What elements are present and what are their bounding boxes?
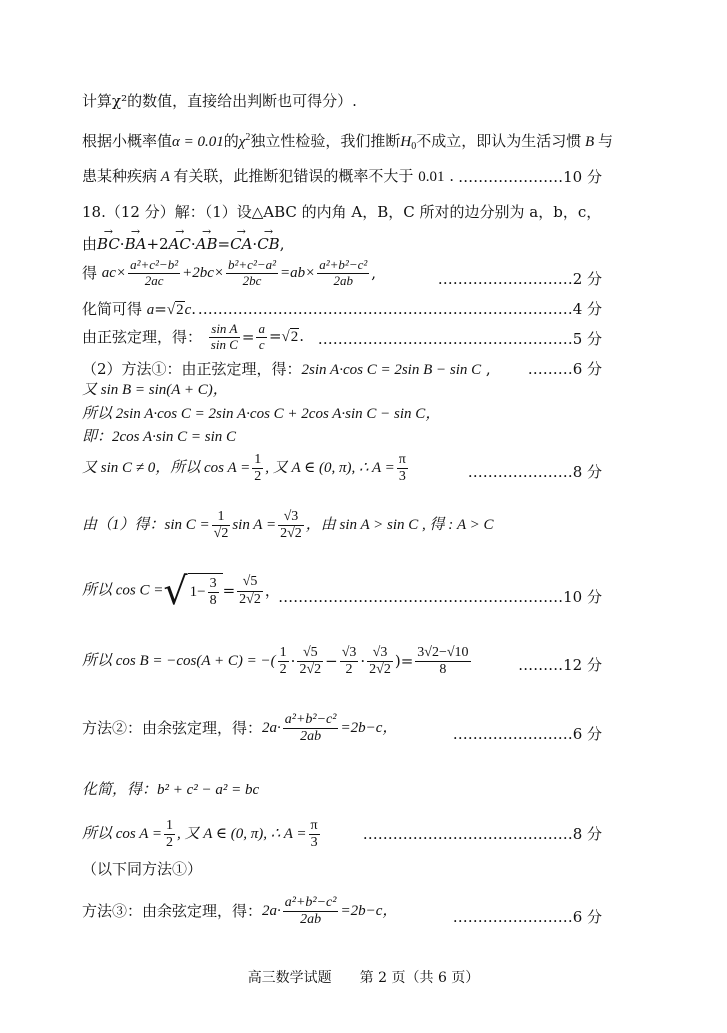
text-seg: 方法③：由余弦定理，得：: [82, 902, 263, 921]
text-seg: 的: [223, 132, 239, 150]
text-seg: sin A =: [232, 517, 277, 534]
text-seg: 不成立，即认为生活习惯: [416, 132, 582, 150]
text-seg: （2）方法①：由正弦定理，得：: [82, 360, 302, 378]
score-8b: ……………………………………8 分: [362, 825, 602, 843]
score-6a: ………6 分: [527, 360, 602, 378]
text-line-10: 又 sin B = sin(A + C)，: [82, 382, 228, 398]
page-footer: 高三数学试题 第 2 页（共 6 页）: [247, 970, 480, 986]
score-8a: …………………8 分: [467, 463, 602, 481]
text-seg: 由正弦定理，得：: [82, 327, 203, 346]
text-line-7: 化简可得 a=√2c.: [82, 300, 197, 318]
text-line-1: 计算χ²的数值，直接给出判断也可得分）.: [82, 92, 357, 110]
text-seg: 与: [597, 132, 613, 150]
text-line-15: 所以 cos C =√ 1− $\frac{3}{8}$ = $\frac{√5}{2√2}$ ，: [82, 569, 280, 613]
text-seg: 所以 cos C =: [82, 582, 164, 599]
text-line-17: 方法②：由余弦定理，得：2a· $\frac{\text{a²+b²−c²}}{2ab}$ =2b−c，: [82, 712, 398, 745]
text-line-18: 化简，得：b² + c² − a² = bc: [82, 782, 260, 798]
text-line-8: 由正弦定理，得： $\frac{\text{sin A}}{\text{sin C}}$ = $\frac{a}{c}$ =√2.: [82, 321, 305, 352]
text-seg: , 又 A ∈ (0, π), ∴ A =: [265, 460, 395, 477]
score-10b: …………………………………………………10 分: [278, 588, 602, 606]
text-line-3: 患某种疾病 A 有关联，此推断犯错误的概率不大于 0.01 .: [82, 167, 455, 185]
text-seg: 患某种疾病: [82, 167, 158, 185]
text-seg: 所以 cos A =: [82, 826, 162, 843]
text-line-6: 得 ac× $\frac{\text{a²+c²−b²}}{2ac}$ +2bc× $\frac{\text{b²+c²−a²}}{2bc}$ =ab× $\frac{\text{a²+b²−c²}}{2ab}$ ,: [82, 257, 377, 288]
text-line-4: 18.（12 分）解：（1）设△ABC 的内角 A，B，C 所对的边分别为 a，b，c，: [82, 203, 602, 221]
text-line-5: 由→ BC·→ BA+2→ AC·→ AB=→ CA·→ CB,: [82, 237, 284, 252]
text-seg: 由（1）得：sin C =: [82, 517, 210, 534]
text-line-21: 方法③：由余弦定理，得：2a· $\frac{\text{a²+b²−c²}}{2ab}$ =2b−c，: [82, 895, 398, 928]
score-10a: …………………10 分: [458, 168, 602, 186]
text-seg: 化简可得: [82, 300, 143, 318]
text-line-16: 所以 cos B = −cos(A + C) = −( $\frac{1}{2}$ · $\frac{√5}{2√2}$ − $\frac{√3}{2}$ · $\frac{√3}{2√2}$ )= $\frac{3√2-√10}{8}$: [82, 645, 469, 678]
score-2: ………………………2 分: [437, 270, 602, 288]
text-seg: 有关联，此推断犯错误的概率不大于: [173, 167, 414, 185]
text-line-20: （以下同方法①）: [82, 860, 203, 878]
text-seg: ，由 sin A > sin C , 得 : A > C: [305, 517, 494, 534]
text-seg: 由: [82, 235, 98, 253]
text-seg: 根据小概率值: [82, 132, 173, 150]
text-line-13: 又 sin C ≠ 0，所以 cos A = $\frac{1}{2}$ , 又 A ∈ (0, π), ∴ A = $\frac{\pi}{3}$: [82, 452, 406, 485]
text-seg: 又 sin C ≠ 0，所以 cos A =: [82, 460, 251, 477]
text-seg: 独立性检验，我们推断: [250, 132, 401, 150]
score-6c: ……………………6 分: [452, 908, 602, 926]
formula: 2sin A·cos C = 2sin B − sin C: [301, 362, 482, 378]
text-line-19: 所以 cos A = $\frac{1}{2}$ , 又 A ∈ (0, π), ∴ A = $\frac{\pi}{3}$: [82, 818, 318, 851]
text-line-9: （2）方法①：由正弦定理，得：2sin A·cos C = 2sin B − sin C ,: [82, 360, 491, 378]
prob-value: 0.01: [418, 169, 445, 185]
score-6b: ……………………6 分: [452, 725, 602, 743]
text-line-11: 所以 2sin A·cos C = 2sin A·cos C + 2cos A·sin C − sin C，: [82, 406, 441, 422]
text-seg: , 又 A ∈ (0, π), ∴ A =: [177, 826, 307, 843]
score-4: …………………………………………………………………4 分: [197, 300, 602, 318]
alpha-value: α = 0.01: [172, 134, 224, 150]
text-seg: 方法②：由余弦定理，得：: [82, 719, 263, 738]
text-line-12: 即：2cos A·sin C = sin C: [82, 429, 237, 445]
score-5: ……………………………………………5 分: [317, 330, 602, 348]
score-12: ………12 分: [518, 656, 602, 674]
text-seg: 得: [82, 263, 98, 282]
text-line-14: 由（1）得：sin C = $\frac{1}{√2}$ sin A = $\frac{√3}{2√2}$ ，由 sin A > sin C , 得 : A > C: [82, 509, 494, 542]
text-seg: 所以 cos B = −cos(A + C) = −(: [82, 653, 276, 670]
text-line-2: 根据小概率值α = 0.01的$\chi^2$独立性检验，我们推断$H_0$不成立，即认为生活习惯 B 与: [82, 132, 613, 152]
